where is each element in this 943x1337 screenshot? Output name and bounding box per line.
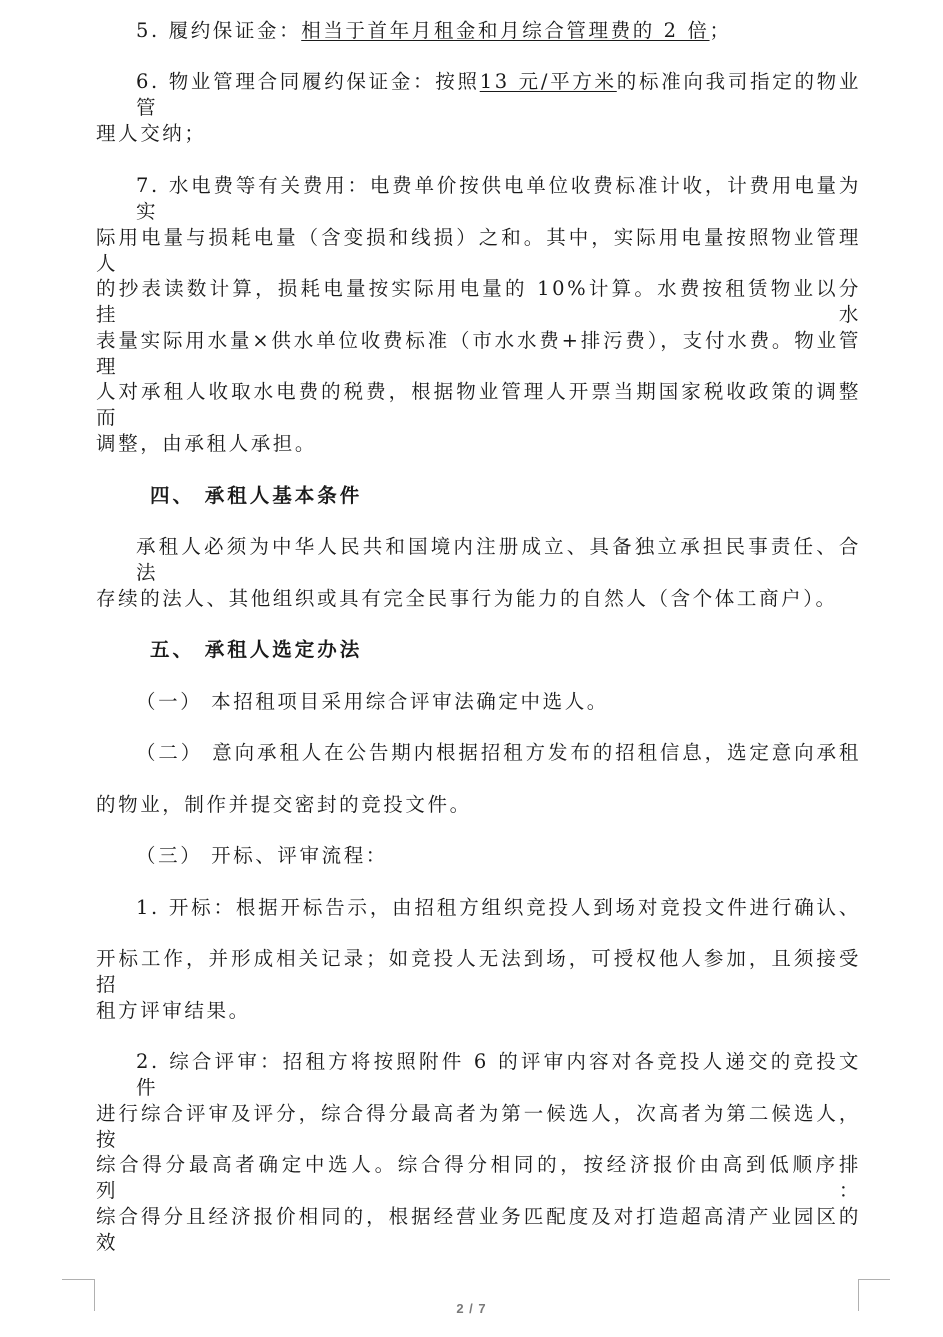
text-line: 际用电量与损耗电量（含变损和线损）之和。其中，实际用电量按照物业管理人 — [96, 226, 861, 275]
text-line: 7. 水电费等有关费用：电费单价按供电单位收费标准计收，计费用电量为实 — [136, 174, 861, 223]
section-heading-5: 五、 承租人选定办法 — [150, 638, 363, 661]
text-line: 调整，由承租人承担。 — [96, 432, 318, 455]
clause-6-line — [136, 69, 861, 121]
margin-corner-mark-left-top — [62, 1279, 94, 1280]
margin-corner-mark-right-top — [858, 1279, 890, 1280]
text-line: 2. 综合评审：招租方将按照附件 6 的评审内容对各竞投人递交的竞投文件 — [136, 1050, 861, 1099]
section-heading-4: 四、 承租人基本条件 — [150, 484, 363, 507]
text-line: （一） 本招租项目采用综合评审法确定中选人。 — [136, 690, 609, 713]
text-line: 开标工作，并形成相关记录；如竞投人无法到场，可授权他人参加，且须接受招 — [96, 947, 861, 996]
text-line: 理人交纳； — [96, 122, 207, 145]
text-line: 1. 开标：根据开标告示，由招租方组织竞投人到场对竞投文件进行确认、 — [136, 896, 861, 919]
text-line: （二） 意向承租人在公告期内根据招租方发布的招租信息，选定意向承租 — [136, 741, 861, 764]
clause-5-line — [136, 18, 861, 44]
text-line: 的抄表读数计算，损耗电量按实际用电量的 10%计算。水费按租赁物业以分挂水 — [96, 277, 861, 326]
text-line: 的物业，制作并提交密封的竞投文件。 — [96, 793, 472, 816]
text-line: 承租人必须为中华人民共和国境内注册成立、具备独立承担民事责任、合法 — [136, 535, 861, 584]
text-line: 进行综合评审及评分，综合得分最高者为第一候选人，次高者为第二候选人，按 — [96, 1102, 861, 1151]
text-line: 租方评审结果。 — [96, 999, 251, 1022]
clause-6-rest: 的标准向我司指定的物业管 — [136, 70, 861, 119]
page-number: 2 / 7 — [456, 1301, 487, 1316]
text-line: 综合得分最高者确定中选人。综合得分相同的，按经济报价由高到低顺序排列： — [96, 1153, 861, 1202]
text-line: 表量实际用水量×供水单位收费标准（市水水费+排污费），支付水费。物业管理 — [96, 329, 861, 378]
clause-6-underlined-value: 13 元/平方米 — [479, 70, 617, 93]
clause-5-label: 5. 履约保证金： — [136, 19, 302, 42]
text-line: 存续的法人、其他组织或具有完全民事行为能力的自然人（含个体工商户）。 — [96, 587, 838, 610]
text-line: 人对承租人收取水电费的税费，根据物业管理人开票当期国家税收政策的调整而 — [96, 380, 861, 429]
clause-6-label: 6. 物业管理合同履约保证金：按照 — [136, 70, 480, 93]
text-line: 综合得分且经济报价相同的，根据经营业务匹配度及对打造超高清产业园区的效 — [96, 1205, 861, 1254]
clause-5-underlined-value: 相当于首年月租金和月综合管理费的 2 倍 — [301, 19, 710, 42]
clause-5-end: ； — [709, 19, 732, 42]
text-line: （三） 开标、评审流程： — [136, 844, 388, 867]
